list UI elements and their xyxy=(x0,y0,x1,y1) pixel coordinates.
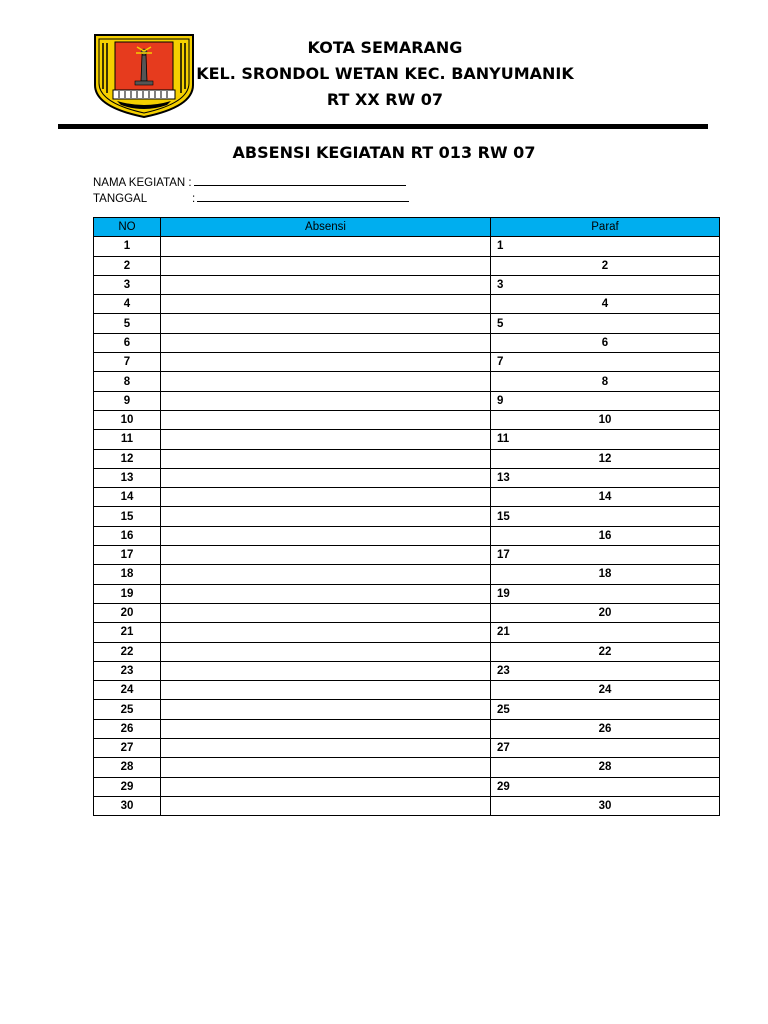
paraf-cell[interactable]: 19 xyxy=(491,584,720,603)
paraf-cell[interactable]: 9 xyxy=(491,391,720,410)
absensi-cell[interactable] xyxy=(161,430,491,449)
row-number: 26 xyxy=(94,719,161,738)
table-row xyxy=(94,410,720,429)
paraf-cell[interactable]: 14 xyxy=(491,488,720,507)
nama-kegiatan-blank xyxy=(194,174,406,186)
absensi-cell[interactable] xyxy=(161,758,491,777)
row-number: 17 xyxy=(94,546,161,565)
row-number: 2 xyxy=(94,256,161,275)
table-row xyxy=(94,546,720,565)
row-number: 30 xyxy=(94,796,161,815)
row-number: 6 xyxy=(94,333,161,352)
row-number: 23 xyxy=(94,661,161,680)
table-row xyxy=(94,391,720,410)
absensi-cell[interactable] xyxy=(161,391,491,410)
absensi-cell[interactable] xyxy=(161,623,491,642)
row-number: 25 xyxy=(94,700,161,719)
table-row xyxy=(94,681,720,700)
row-number: 22 xyxy=(94,642,161,661)
paraf-cell[interactable]: 20 xyxy=(491,603,720,622)
table-row xyxy=(94,565,720,584)
absensi-cell[interactable] xyxy=(161,256,491,275)
table-row xyxy=(94,237,720,256)
paraf-cell[interactable]: 11 xyxy=(491,430,720,449)
paraf-cell[interactable]: 16 xyxy=(491,526,720,545)
paraf-cell[interactable]: 8 xyxy=(491,372,720,391)
row-number: 27 xyxy=(94,739,161,758)
table-row xyxy=(94,739,720,758)
absensi-cell[interactable] xyxy=(161,333,491,352)
paraf-cell[interactable]: 5 xyxy=(491,314,720,333)
absensi-cell[interactable] xyxy=(161,488,491,507)
row-number: 11 xyxy=(94,430,161,449)
table-row xyxy=(94,488,720,507)
nama-kegiatan-label: NAMA KEGIATAN : xyxy=(93,177,192,189)
absensi-cell[interactable] xyxy=(161,314,491,333)
row-number: 3 xyxy=(94,275,161,294)
paraf-cell[interactable]: 13 xyxy=(491,468,720,487)
meta-tanggal xyxy=(93,190,409,206)
paraf-cell[interactable]: 21 xyxy=(491,623,720,642)
row-number: 28 xyxy=(94,758,161,777)
paraf-cell[interactable]: 2 xyxy=(491,256,720,275)
absensi-cell[interactable] xyxy=(161,719,491,738)
absensi-cell[interactable] xyxy=(161,526,491,545)
absensi-cell[interactable] xyxy=(161,468,491,487)
table-header-row xyxy=(94,218,720,237)
absensi-cell[interactable] xyxy=(161,449,491,468)
table-row xyxy=(94,758,720,777)
row-number: 20 xyxy=(94,603,161,622)
absensi-cell[interactable] xyxy=(161,565,491,584)
paraf-cell[interactable]: 24 xyxy=(491,681,720,700)
paraf-cell[interactable]: 4 xyxy=(491,295,720,314)
paraf-cell[interactable]: 1 xyxy=(491,237,720,256)
table-row xyxy=(94,256,720,275)
table-row xyxy=(94,333,720,352)
absensi-cell[interactable] xyxy=(161,584,491,603)
table-row xyxy=(94,314,720,333)
paraf-cell[interactable]: 30 xyxy=(491,796,720,815)
table-row xyxy=(94,642,720,661)
table-row xyxy=(94,295,720,314)
table-row xyxy=(94,719,720,738)
absensi-cell[interactable] xyxy=(161,739,491,758)
paraf-cell[interactable]: 22 xyxy=(491,642,720,661)
header-city: KOTA SEMARANG xyxy=(307,38,463,57)
absensi-cell[interactable] xyxy=(161,603,491,622)
absensi-cell[interactable] xyxy=(161,353,491,372)
row-number: 24 xyxy=(94,681,161,700)
absensi-cell[interactable] xyxy=(161,372,491,391)
row-number: 4 xyxy=(94,295,161,314)
row-number: 5 xyxy=(94,314,161,333)
table-row xyxy=(94,468,720,487)
table-row xyxy=(94,275,720,294)
row-number: 14 xyxy=(94,488,161,507)
tanggal-colon: : xyxy=(192,193,196,205)
paraf-cell[interactable]: 26 xyxy=(491,719,720,738)
table-row xyxy=(94,796,720,815)
header-divider xyxy=(58,124,708,129)
document-title: ABSENSI KEGIATAN RT 013 RW 07 xyxy=(232,143,536,162)
header-rt-rw: RT XX RW 07 xyxy=(326,90,444,109)
paraf-cell[interactable]: 12 xyxy=(491,449,720,468)
paraf-cell[interactable]: 18 xyxy=(491,565,720,584)
absensi-cell[interactable] xyxy=(161,642,491,661)
absensi-cell[interactable] xyxy=(161,700,491,719)
absensi-cell[interactable] xyxy=(161,507,491,526)
column-header-absensi: Absensi xyxy=(161,218,491,237)
row-number: 18 xyxy=(94,565,161,584)
table-row xyxy=(94,526,720,545)
row-number: 1 xyxy=(94,237,161,256)
paraf-cell[interactable]: 27 xyxy=(491,739,720,758)
table-row xyxy=(94,372,720,391)
table-row xyxy=(94,623,720,642)
attendance-table xyxy=(93,217,720,816)
paraf-cell[interactable]: 28 xyxy=(491,758,720,777)
row-number: 19 xyxy=(94,584,161,603)
absensi-cell[interactable] xyxy=(161,661,491,680)
tanggal-label: TANGGAL xyxy=(93,193,148,205)
table-row xyxy=(94,584,720,603)
absensi-cell[interactable] xyxy=(161,237,491,256)
paraf-cell[interactable]: 25 xyxy=(491,700,720,719)
table-row xyxy=(94,449,720,468)
row-number: 12 xyxy=(94,449,161,468)
table-row xyxy=(94,507,720,526)
table-row xyxy=(94,603,720,622)
row-number: 15 xyxy=(94,507,161,526)
table-row xyxy=(94,777,720,796)
absensi-cell[interactable] xyxy=(161,681,491,700)
column-header-no: NO xyxy=(94,218,161,237)
paraf-cell[interactable]: 17 xyxy=(491,546,720,565)
row-number: 16 xyxy=(94,526,161,545)
absensi-cell[interactable] xyxy=(161,546,491,565)
row-number: 13 xyxy=(94,468,161,487)
paraf-cell[interactable]: 10 xyxy=(491,410,720,429)
row-number: 21 xyxy=(94,623,161,642)
row-number: 9 xyxy=(94,391,161,410)
header-kelurahan: KEL. SRONDOL WETAN KEC. BANYUMANIK xyxy=(196,64,574,83)
tanggal-blank xyxy=(197,190,409,202)
paraf-cell[interactable]: 7 xyxy=(491,353,720,372)
paraf-cell[interactable]: 23 xyxy=(491,661,720,680)
absensi-cell[interactable] xyxy=(161,777,491,796)
row-number: 7 xyxy=(94,353,161,372)
table-row xyxy=(94,353,720,372)
absensi-cell[interactable] xyxy=(161,295,491,314)
absensi-cell[interactable] xyxy=(161,410,491,429)
row-number: 29 xyxy=(94,777,161,796)
row-number: 8 xyxy=(94,372,161,391)
column-header-paraf: Paraf xyxy=(491,218,720,237)
paraf-cell[interactable]: 6 xyxy=(491,333,720,352)
table-row xyxy=(94,430,720,449)
paraf-cell[interactable]: 3 xyxy=(491,275,720,294)
absensi-cell[interactable] xyxy=(161,275,491,294)
paraf-cell[interactable]: 29 xyxy=(491,777,720,796)
row-number: 10 xyxy=(94,410,161,429)
table-row xyxy=(94,700,720,719)
table-row xyxy=(94,661,720,680)
meta-nama-kegiatan xyxy=(93,174,406,190)
paraf-cell[interactable]: 15 xyxy=(491,507,720,526)
absensi-cell[interactable] xyxy=(161,796,491,815)
